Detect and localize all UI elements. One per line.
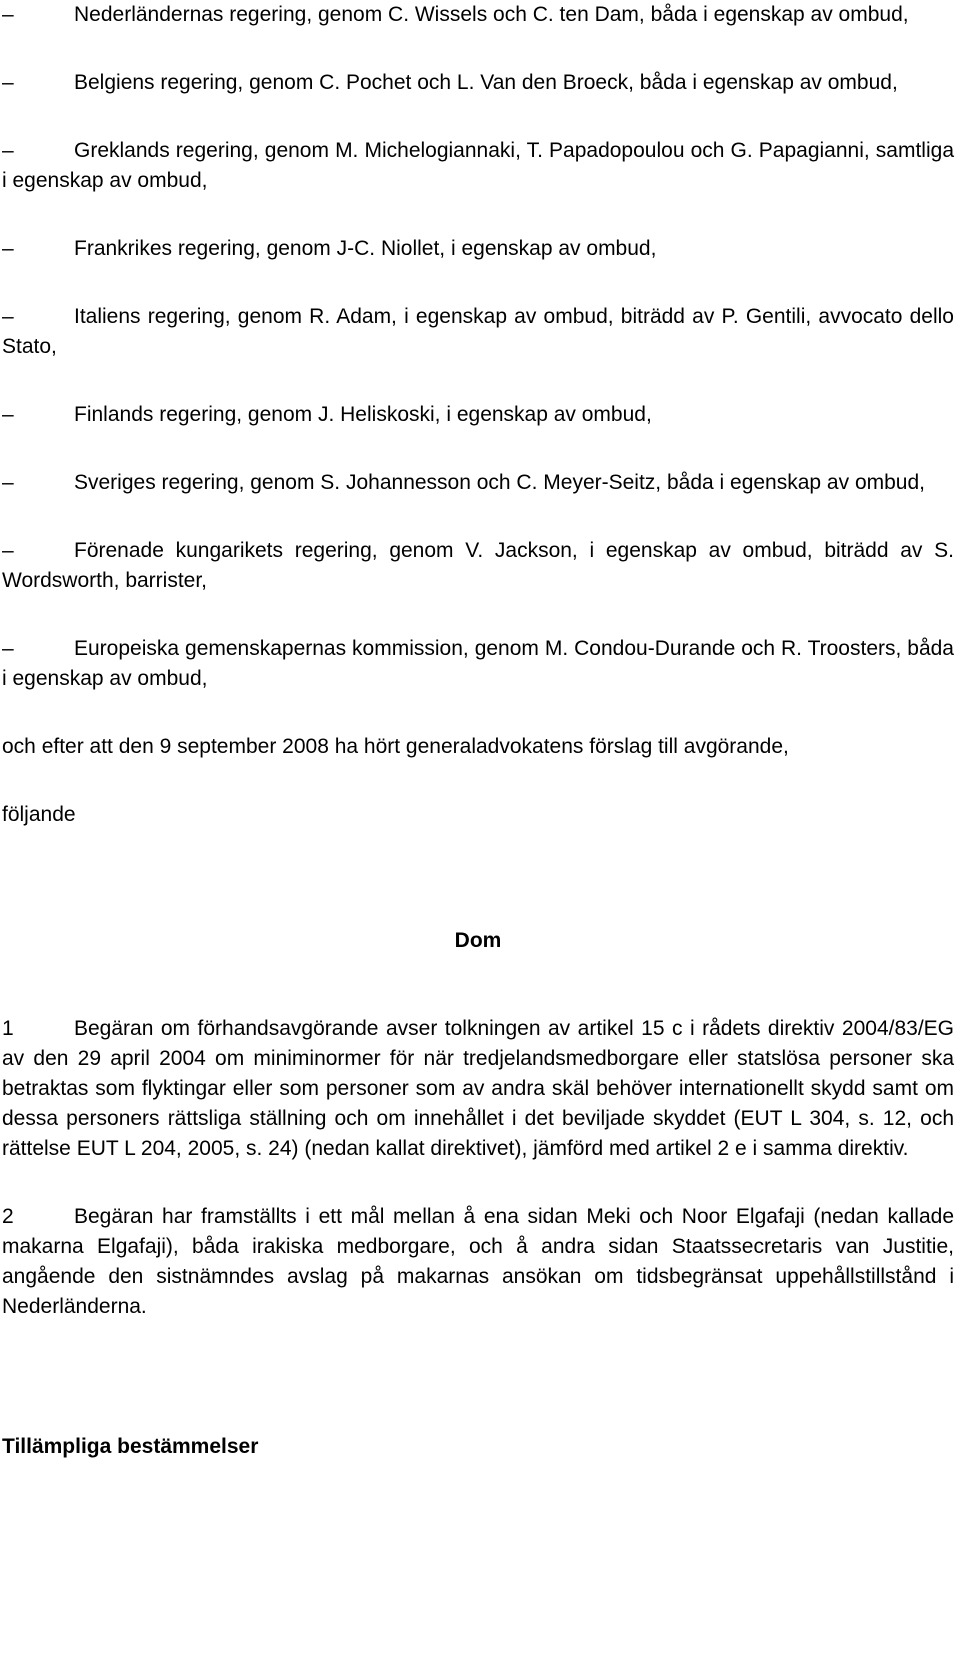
party-entry: [2, 468, 954, 498]
judgment-title: Dom: [454, 929, 502, 952]
party-entry: [2, 68, 954, 98]
party-entry: [2, 234, 954, 264]
party-entry: [2, 0, 954, 30]
numbered-paragraph: [2, 1014, 954, 1164]
party-text: Europeiska gemenskapernas kommission, genom M. Condou-Durande och R. Troosters, båda i egenskap av ombud,: [2, 637, 954, 690]
party-text: Italiens regering, genom R. Adam, i egenskap av ombud, biträdd av P. Gentili, avvocato dello Stato,: [2, 305, 954, 358]
paragraph-text: Begäran har framställts i ett mål mellan å ena sidan Meki och Noor Elgafaji (nedan kallade makarna Elgafaji), båda irakiska medborgare, och å andra sidan Staatssecretaris van Justitie, angående den sistnämndes avslag på makarnas ansökan om tidsbegränsat uppehållstillstånd i Nederländerna.: [2, 1205, 954, 1318]
party-list: [2, 0, 954, 694]
party-entry: [2, 634, 954, 694]
numbered-paragraph: [2, 1202, 954, 1322]
paragraph-text: Begäran om förhandsavgörande avser tolkningen av artikel 15 c i rådets direktiv 2004/83/EG av den 29 april 2004 om miniminormer för när tredjelandsmedborgare eller statslösa personer ska betraktas som flyktingar eller som personer som av andra skäl behöver internationellt skydd samt om dessa personers rättsliga ställning och om innehållet i det beviljade skyddet (EUT L 304, s. 12, och rättelse EUT L 204, 2005, s. 24) (nedan kallat direktivet), jämförd med artikel 2 e i samma direktiv.: [2, 1017, 954, 1160]
party-entry: [2, 400, 954, 430]
party-text: Förenade kungarikets regering, genom V. Jackson, i egenskap av ombud, biträdd av S. Wordsworth, barrister,: [2, 539, 954, 592]
section-heading: Tillämpliga bestämmelser: [2, 1435, 259, 1458]
dash-marker: –: [2, 305, 14, 328]
dash-marker: –: [2, 637, 14, 660]
party-entry: [2, 136, 954, 196]
dash-marker: –: [2, 3, 14, 26]
party-entry: [2, 536, 954, 596]
dash-marker: –: [2, 403, 14, 426]
dash-marker: –: [2, 471, 14, 494]
party-text: Finlands regering, genom J. Heliskoski, i egenskap av ombud,: [74, 403, 652, 426]
dash-marker: –: [2, 539, 14, 562]
after-hearing-text: och efter att den 9 september 2008 ha hört generaladvokatens förslag till avgörande,: [2, 735, 789, 758]
paragraph-number: 2: [2, 1205, 14, 1228]
party-text: Nederländernas regering, genom C. Wissels och C. ten Dam, båda i egenskap av ombud,: [74, 3, 909, 26]
dash-marker: –: [2, 237, 14, 260]
party-text: Sveriges regering, genom S. Johannesson och C. Meyer-Seitz, båda i egenskap av ombud,: [74, 471, 925, 494]
party-text: Belgiens regering, genom C. Pochet och L. Van den Broeck, båda i egenskap av ombud,: [74, 71, 898, 94]
dash-marker: –: [2, 139, 14, 162]
party-text: Greklands regering, genom M. Michelogiannaki, T. Papadopoulou och G. Papagianni, samtliga i egenskap av ombud,: [2, 139, 954, 192]
party-text: Frankrikes regering, genom J-C. Niollet, i egenskap av ombud,: [74, 237, 657, 260]
dash-marker: –: [2, 71, 14, 94]
following-text: följande: [2, 803, 76, 826]
party-entry: [2, 302, 954, 362]
paragraph-number: 1: [2, 1017, 14, 1040]
